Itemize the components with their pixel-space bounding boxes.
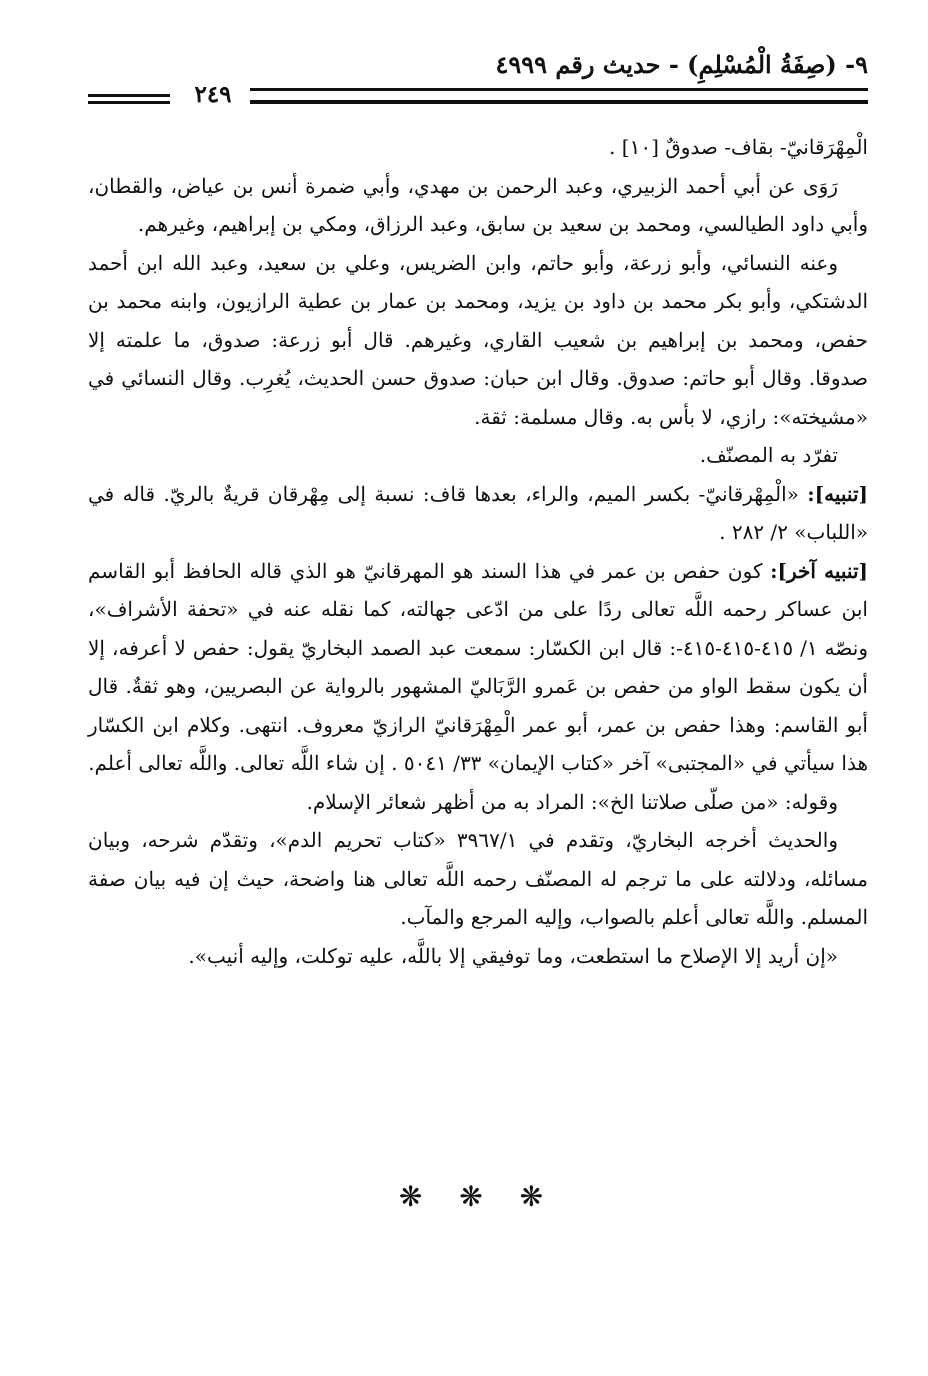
narrator-line: الْمِهْرَقانيّ- بقاف- صدوقٌ [١٠] . (609, 135, 868, 159)
section-separator: ❋ ❋ ❋ (398, 1180, 558, 1213)
note-label: [تنبيه]: (807, 481, 868, 506)
running-title: ٩- (صِفَةُ الْمُسْلِمِ) - حديث رقم ٤٩٩٩ (495, 50, 868, 79)
another-note-text: كون حفص بن عمر في هذا السند هو المهرقانيّ هو الذي قاله الحافظ أبو القاسم ابن عساكر رحمه اللَّه تعالى ردًا على من ادّعى جهالته، كما نقله عنه في «تحفة الأشراف»، ونصّه ١/ ٤١٥-٤١٥-٤١٥-: قال ابن الكسّار: سمعت عبد الصمد البخاريّ يقول: حفص لا أعرفه، إلا أن يكون سقط الواو من حفص بن عَمرو الرَّبَاليّ المشهور بالرواية عن البصريين، وهو ثقةٌ. قال أبو القاسم: وهذا حفص بن عمر، أبو عمر الْمِهْرَقانيّ الرازيّ معروف. انتهى. وكلام ابن الكسّار هذا سيأتي في «المجتبى» آخر «كتاب الإيمان» ٣٣/ ٥٠٤١ . إن شاء اللَّه تعالى. واللَّه تعالى أعلم. (88, 558, 868, 775)
page-number: ٢٤٩ (194, 81, 232, 108)
another-note-paragraph (88, 552, 868, 783)
header-rule-right (250, 88, 868, 104)
note-paragraph (88, 475, 868, 552)
page-header (88, 48, 868, 108)
saying-explanation-paragraph: وقوله: «من صلّى صلاتنا الخ»: المراد به من أظهر شعائر الإسلام. (306, 789, 838, 814)
another-note-label: [تنبيه آخر]: (770, 558, 869, 583)
header-rule-left (88, 94, 170, 104)
hadith-source-paragraph: والحديث أخرجه البخاريّ، وتقدم في ٣٩٦٧/١ «كتاب تحريم الدم»، وتقدّم شرحه، وبيان مسائله، ودلالته على ما ترجم له المصنّف رحمه اللَّه تعالى هنا واضحة، حيث إن فيه بيان صفة المسلم. واللَّه تعالى أعلم بالصواب، وإليه المرجع والمآب. (88, 828, 868, 929)
note-text: «الْمِهْرقانيّ- بكسر الميم، والراء، بعدها قاف: نسبة إلى مِهْرقان قريةٌ بالريّ. قاله في «اللباب» ٢/ ٢٨٢ . (88, 481, 868, 544)
closing-supplication: «إن أريد إلا الإصلاح ما استطعت، وما توفيقي إلا باللَّه، عليه توكلت، وإليه أنيب». (188, 943, 838, 968)
unique-narration-note: تفرّد به المصنّف. (699, 443, 838, 467)
narrators-and-grading-paragraph: وعنه النسائي، وأبو زرعة، وأبو حاتم، وابن الضريس، وعلي بن سعيد، وعبد الله ابن أحمد الدشتكي، وأبو بكر محمد بن داود بن يزيد، ومحمد بن عمار بن عطية الرازيون، وابنه محمد بن حفص، ومحمد بن إبراهيم بن شعيب القاري، وغيرهم. قال أبو زرعة: صدوق، ما علمته إلا صدوقا. وقال أبو حاتم: صدوق. وقال ابن حبان: صدوق حسن الحديث، يُغرِب. وقال النسائي في «مشيخته»: رازي، لا بأس به. وقال مسلمة: ثقة. (88, 250, 868, 429)
narrated-from-paragraph: رَوَى عن أبي أحمد الزبيري، وعبد الرحمن بن مهدي، وأبي ضمرة أنس بن عياض، والقطان، وأبي داود الطيالسي، ومحمد بن سعيد بن سابق، وعبد الرزاق، ومكي بن إبراهيم، وغيرهم. (88, 173, 868, 236)
body-text (88, 128, 868, 975)
